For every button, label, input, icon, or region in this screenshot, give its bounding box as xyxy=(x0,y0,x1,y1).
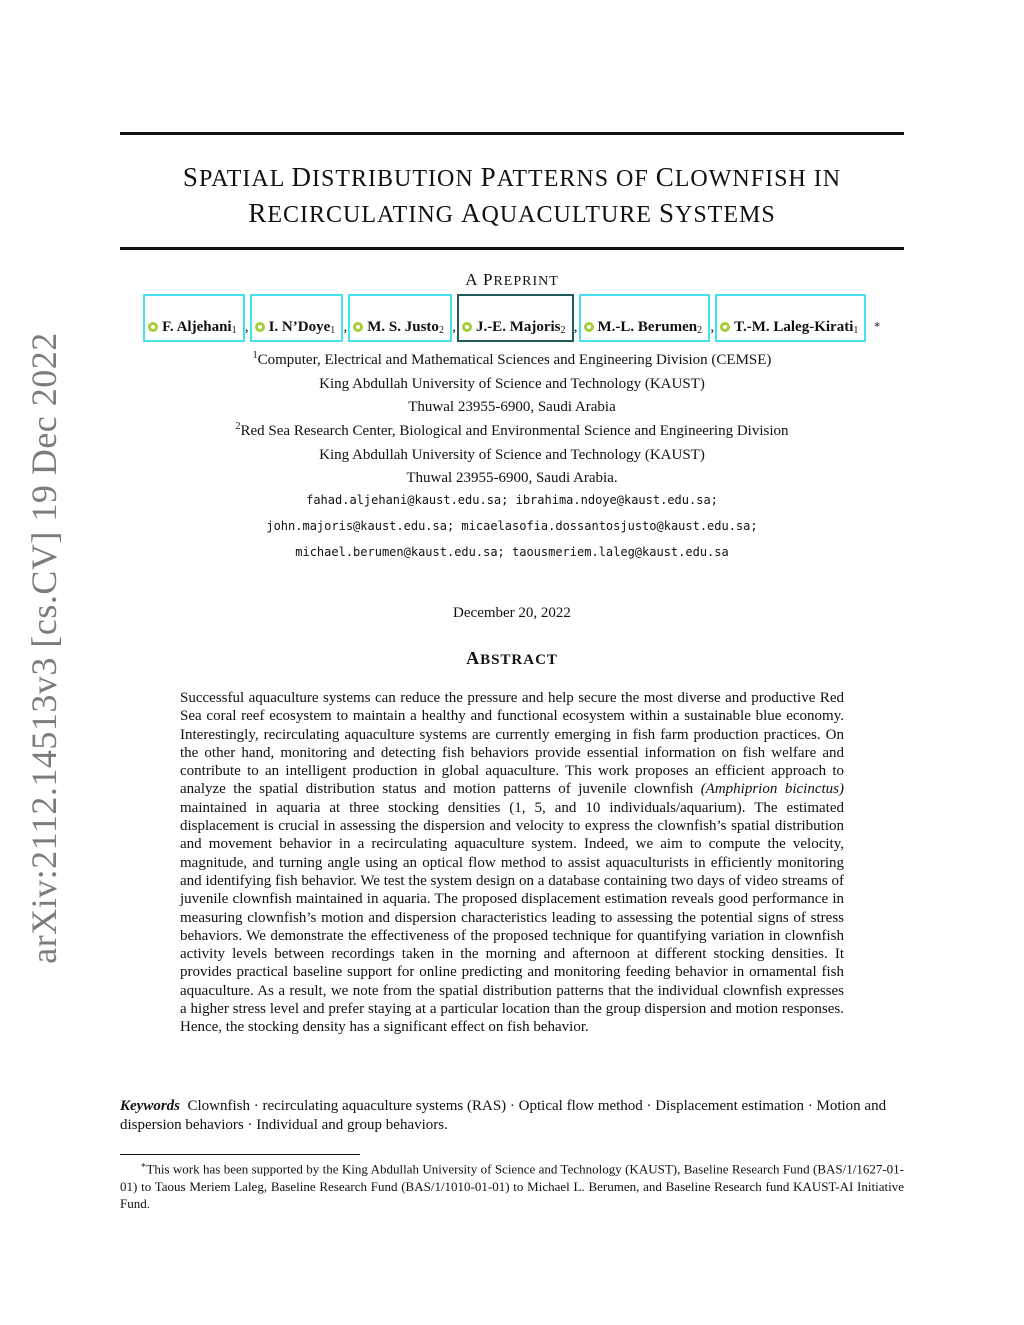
species-name: (Amphiprion bicinctus) xyxy=(700,781,844,798)
preprint-label: A PREPRINT xyxy=(465,270,559,289)
affiliation-line: Thuwal 23955-6900, Saudi Arabia. xyxy=(406,470,618,487)
paper-title xyxy=(120,160,904,232)
orcid-icon xyxy=(148,322,158,332)
abstract-body: Successful aquaculture systems can reduce the pressure and help secure the most diverse and productive Red Sea coral reef ecosystem to maintain a healthy and functional ecosystem within a sustainable blue economy. Interestingly, recirculating aquaculture systems are currently emerging in fish farm production practices. On the other hand, monitoring and detecting fish behaviors provide essential information on fish welfare and contribute to an intelligent production in global aquaculture. This work proposes an efficient approach to analyze the spatial distribution status and motion patterns of juvenile clownfish (Amphiprion bicinctus) maintained in aquaria at three stocking densities (1, 5, and 10 individuals/aquarium). The estimated displacement is crucial in assessing the dispersion and velocity to express the clownfish’s spatial distribution and movement behavior in a recirculating aquaculture system. Indeed, we aim to compute the velocity, magnitude, and turning angle using an optical flow method to assist aquaculturists in efficiently monitoring and identifying fish behavior. We test the system design on a database containing two days of video streams of juvenile clownfish maintained in aquaria. The proposed displacement estimation reveals good performance in measuring clownfish’s motion and dispersion characteristics leading to assessing the potential signs of stress behaviors. We demonstrate the effectiveness of the proposed technique for quantifying variation in clownfish activity levels between recordings taken in the morning and afternoon at different stocking densities. It provides practical baseline support for online predicting and monitoring feeding behavior in ornamental fish aquaculture. As a result, we note from the spatial distribution patterns that the individual clownfish expresses a higher stress level and prefer staying at a particular location than the group dispersion and motion responses. Hence, the stocking density has a significant effect on fish behavior. xyxy=(180,690,844,1036)
author-name: J.-E. Majoris xyxy=(475,319,561,335)
affiliation-2 xyxy=(0,415,1024,491)
funding-footnote: ∗This work has been supported by the King Abdullah University of Science and Technology (KAUST), Baseline Research Fund (BAS/1/1627-01-01) to Taous Meriem Laleg, Baseline Research Fund (BAS/1/1010-01-01) to Michael L. Berumen, and Baseline Research fund KAUST-AI Initiative Fund. xyxy=(120,1160,904,1212)
email-line: fahad.aljehani@kaust.edu.sa; ibrahima.ndoye@kaust.edu.sa; xyxy=(306,493,718,507)
author-name: M. S. Justo xyxy=(367,319,439,335)
author-link-laleg-kirati[interactable] xyxy=(715,294,866,342)
author-affiliation-mark: 2 xyxy=(697,325,703,336)
author-link-justo[interactable] xyxy=(348,294,456,342)
author-emails xyxy=(0,487,1024,565)
title-line-1 xyxy=(120,160,904,196)
author-link-berumen[interactable] xyxy=(579,294,715,342)
arxiv-sidebar-stamp: arXiv:2112.14513v3 [cs.CV] 19 Dec 2022 xyxy=(24,332,64,964)
author-name: I. N’Doye xyxy=(268,319,331,335)
corresponding-author-link[interactable]: ∗ xyxy=(873,319,881,331)
footnote-mark: ∗ xyxy=(140,1160,147,1170)
affiliation-line: King Abdullah University of Science and Technology (KAUST) xyxy=(319,446,705,463)
orcid-icon xyxy=(353,322,363,332)
author-separator: , xyxy=(710,319,715,335)
author-name: M.-L. Berumen xyxy=(597,319,698,335)
affiliation-line: King Abdullah University of Science and Technology (KAUST) xyxy=(319,375,705,392)
orcid-icon xyxy=(462,322,472,332)
publication-date: December 20, 2022 xyxy=(453,605,571,621)
author-separator: , xyxy=(343,319,348,335)
title-word: DISTRIBUTION xyxy=(291,162,474,192)
orcid-icon xyxy=(255,322,265,332)
title-word: SYSTEMS xyxy=(658,198,776,228)
title-word: CLOWNFISH IN xyxy=(655,162,842,192)
title-word: RECIRCULATING xyxy=(248,198,454,228)
author-separator: , xyxy=(452,319,456,335)
title-word: SPATIAL xyxy=(182,162,285,192)
author-separator: , xyxy=(573,319,578,335)
abstract-heading: ABSTRACT xyxy=(466,648,558,668)
orcid-icon xyxy=(584,322,594,332)
author-affiliation-mark: 1 xyxy=(330,325,336,336)
title-bottom-rule xyxy=(120,247,904,250)
keywords-label: Keywords xyxy=(120,1098,180,1114)
orcid-icon xyxy=(720,322,730,332)
footnote-rule xyxy=(120,1154,360,1155)
affiliation-line: $^1$Computer, Electrical and Mathematical Sciences and Engineering Division (CEMSE) xyxy=(252,350,772,368)
keywords xyxy=(120,1097,904,1134)
author-affiliation-mark: 1 xyxy=(231,325,237,336)
title-word: AQUACULTURE xyxy=(461,198,652,228)
author-link-ndoye[interactable] xyxy=(250,294,348,342)
author-link-majoris[interactable] xyxy=(457,294,578,342)
author-separator: , xyxy=(244,319,249,335)
author-affiliation-mark: 1 xyxy=(853,325,859,336)
author-name: T.-M. Laleg-Kirati xyxy=(734,319,854,335)
title-word: PATTERNS OF xyxy=(480,162,649,192)
author-affiliation-mark: 2 xyxy=(560,325,566,336)
affiliation-line: Thuwal 23955-6900, Saudi Arabia xyxy=(408,399,616,416)
author-affiliation-mark: 2 xyxy=(438,325,444,336)
keywords-text: Clownfish · recirculating aquaculture systems (RAS) · Optical flow method · Displacement estimation · Motion and dispersion behaviors · Individual and group behaviors. xyxy=(120,1098,887,1133)
author-list xyxy=(0,294,1024,342)
title-line-2 xyxy=(120,196,904,232)
email-line: john.majoris@kaust.edu.sa; micaelasofia.dossantosjusto@kaust.edu.sa; xyxy=(266,519,758,533)
title-top-rule xyxy=(120,132,904,135)
affiliation-line: $^2$Red Sea Research Center, Biological and Environmental Science and Engineering Division xyxy=(235,421,789,439)
author-name: F. Aljehani xyxy=(162,319,232,335)
email-line: michael.berumen@kaust.edu.sa; taousmeriem.laleg@kaust.edu.sa xyxy=(295,545,729,559)
author-link-aljehani[interactable] xyxy=(143,294,249,342)
affiliation-1 xyxy=(0,344,1024,420)
